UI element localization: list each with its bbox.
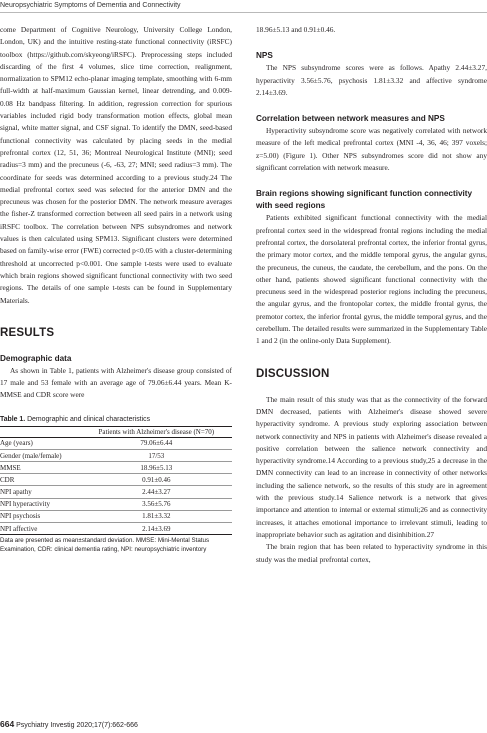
correlation-paragraph: Hyperactivity subsyndrome score was negatively correlated with network measure of the left medical prefrontal cortex (MNI -4, 36, 46; 397 voxels; z=5.00) (Figure 1). Other NPS subsyndromes score did not show any significant correlation with network measure. <box>256 126 487 173</box>
table-row-value: 0.91±0.46 <box>81 474 232 486</box>
table-row-value: 79.06±6.44 <box>81 437 232 449</box>
table-row-value: 17/53 <box>81 449 232 461</box>
table-caption <box>0 416 232 423</box>
brain-regions-paragraph: Patients exhibited significant functional connectivity with the medial prefrontal cortex seed in the widespread frontal regions including the medial prefrontal cortex, the dorsolateral prefrontal cortex, the inferior frontal gyrus, the primary motor cortex, and the middle temporal gyrus, the angular gyrus, the precuneus, the cuneus, the caudate, the cerebellum, and the pons. On the other hand, patients showed significant functional connectivity with the precuneus seed in the widespread posterior regions including the precuneus, the angular gyrus, and the frontopolar cortex, the middle frontal gyrus, the premotor cortex, the inferior frontal gyrus, the middle temporal gyrus, and the cerebellum. The detailed results were summarized in the Supplementary Table 1 and 2 (in the online-only Data Supplement). <box>256 213 487 346</box>
methods-paragraph: come Department of Cognitive Neurology, University College London, London, UK) and the intuitive resting-state functional connectivity (iRSFC) toolbox (https://github.com/skyeong/iRSFC). Preprocessing steps included discarding of the first 4 volumes, slice time correction, realignment, normalization to SPM12 echo-planar imaging template, smoothing with 6-mm full-width at half-maximum Gaussian kernel, linear detrending, and 0.009-0.08 Hz bandpass filtering. In addition, regression correction for spurious variables included rigid body transformation motion effects, global mean signal, white matter signal, and CSF signal. To identify the DMN, seed-based functional connectivity was calculated by placing seeds in the medial prefrontal cortex (12, 51, 36; Montreal Neurological Institute (MNI); seed radius=3 mm) and the precuneus (-6, -63, 27; MNI; seed radius=3 mm). The coordinate for seeds was determined according to a previous study.24 The medial prefrontal cortex seed was selected for the anterior DMN and the precuneus was chosen for the posterior DMN. The network measure averages the fisher-Z transformed correction between all seed pairs in a network using iRSFC toolbox. The correlation between NPS subsyndromes and network values is then calculated using SPM13. Significant clusters were determined based on family-wise error (FWE) corrected p<0.05 with a cluster-determining threshold at uncorrected p<0.001. One sample t-tests were used to evaluate which brain regions showed significant functional connectivity with two seed regions. The details of one sample t-tests can be found in Supplementary Materials. <box>0 25 232 305</box>
table-row-label: NPI affective <box>0 523 81 535</box>
table-caption-label: Table 1. <box>0 415 26 423</box>
table-header-blank <box>0 426 81 437</box>
results-heading: RESULTS <box>0 326 55 339</box>
table-row <box>0 498 232 510</box>
table-row-label: CDR <box>0 474 81 486</box>
demographic-table <box>0 426 232 536</box>
table-row-label: Gender (male/female) <box>0 449 81 461</box>
table-row-value: 2.44±3.27 <box>81 486 232 498</box>
nps-heading: NPS <box>256 51 273 61</box>
table-row <box>0 462 232 474</box>
table-row <box>0 510 232 522</box>
table-row <box>0 474 232 486</box>
page-number: 664 <box>0 719 15 729</box>
discussion-paragraph-1: The main result of this study was that as the connectivity of the forward DMN decreased, patients with Alzheimer's disease showed severe hyperactivity syndrome. A previous study exploring association between network connectivity and NPS in patients with Alzheimer's disease revealed a positive correlation between the salience network connectivity and hyperactivity syndrome.14 According to a previous study,25 a decrease in the DMN connectivity can lead to an increase in connectivity of other networks including the salience network, so the results of this study are in agreement with the previous study.14 Salience network is a network that gives importance and attention to internal or external stimuli;26 and as connectivity increases, it attaches emotional importance to irrelevant stimuli, leading to inappropriate behavior such as agitation and disinhibition.27 <box>256 394 487 539</box>
correlation-heading: Correlation between network measures and NPS <box>256 114 445 124</box>
right-column <box>256 24 487 566</box>
nps-paragraph: The NPS subsyndrome scores were as follows. Apathy 2.44±3.27, hyperactivity 3.56±5.76, psychosis 1.81±3.32 and affective syndrome 2.14±3.69. <box>256 63 487 97</box>
table-row <box>0 437 232 449</box>
left-column <box>0 24 232 554</box>
table-row <box>0 486 232 498</box>
table-row <box>0 449 232 461</box>
demographic-heading: Demographic data <box>0 353 72 363</box>
running-header: Neuropsychiatric Symptoms of Dementia and Connectivity <box>0 2 181 9</box>
discussion-heading: DISCUSSION <box>256 367 330 380</box>
continuation-text: 18.96±5.13 and 0.91±0.46. <box>256 25 336 34</box>
journal-citation: Psychiatry Investig 2020;17(7):662-666 <box>16 722 138 729</box>
table-row-label: MMSE <box>0 462 81 474</box>
brain-regions-heading: Brain regions showing significant function connectivity with seed regions <box>256 189 473 211</box>
table-row-label: Age (years) <box>0 437 81 449</box>
table-caption-text: Demographic and clinical characteristics <box>27 415 151 423</box>
table-row-label: NPI hyperactivity <box>0 498 81 510</box>
table-row-value: 1.81±3.32 <box>81 510 232 522</box>
table-row-value: 3.56±5.76 <box>81 498 232 510</box>
table-row-label: NPI psychosis <box>0 510 81 522</box>
table-row-label: NPI apathy <box>0 486 81 498</box>
table-row-value: 18.96±5.13 <box>81 462 232 474</box>
page-footer <box>0 719 138 729</box>
discussion-paragraph-2: The brain region that has been related to hyperactivity syndrome in this study was the medial prefrontal cortex, <box>256 542 487 564</box>
demographic-paragraph: As shown in Table 1, patients with Alzheimer's disease group consisted of 17 male and 53 female with an average age of 79.06±6.44 years. Mean K-MMSE and CDR score were <box>0 365 232 400</box>
header-rule <box>0 12 487 13</box>
table-row-value: 2.14±3.69 <box>81 523 232 535</box>
table-header-patients: Patients with Alzheimer's disease (N=70) <box>81 426 232 437</box>
table-row <box>0 523 232 535</box>
table-note: Data are presented as mean±standard deviation. MMSE: Mini-Mental Status Examination, CDR: clinical dementia rating, NPI: neuropsychiatric inventory <box>0 537 210 553</box>
